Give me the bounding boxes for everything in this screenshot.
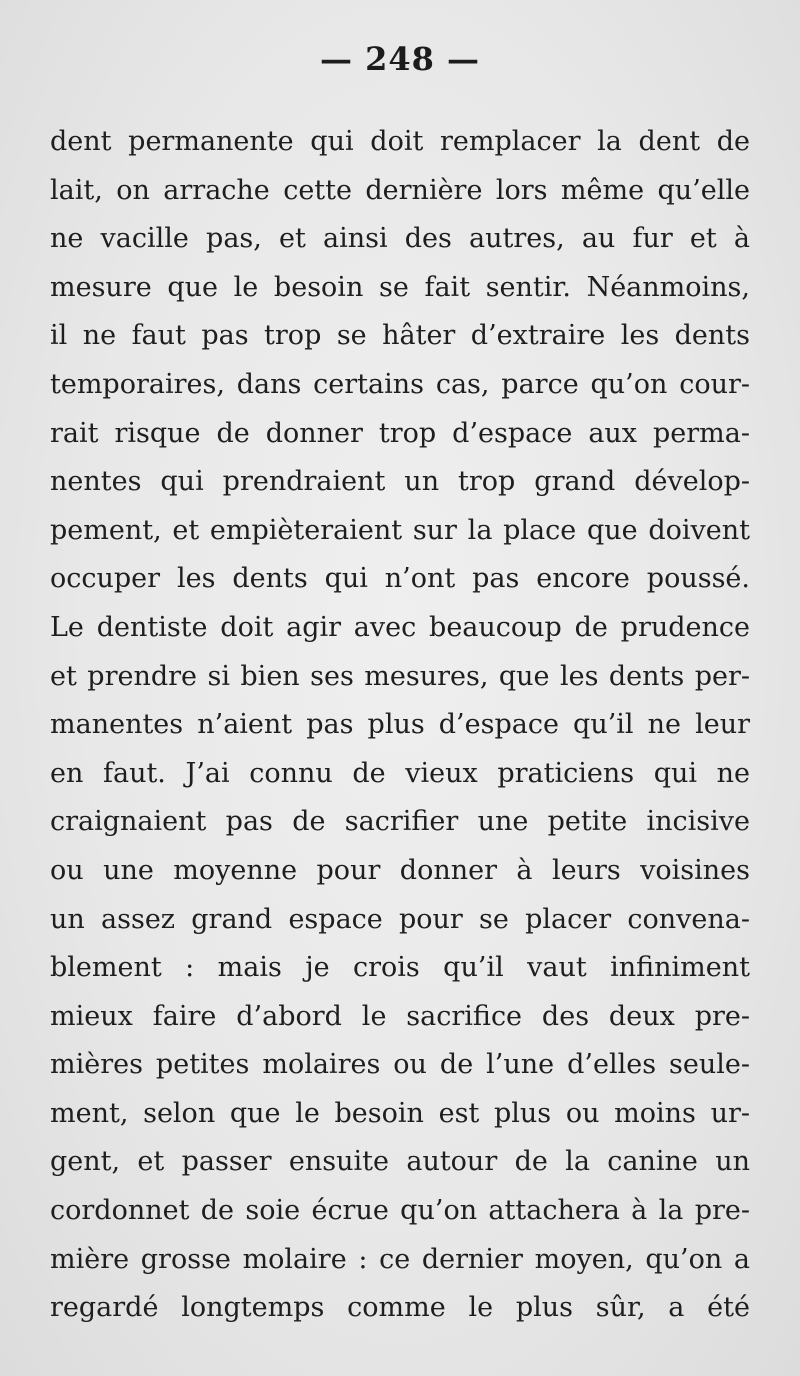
text-line: gent, et passer ensuite autour de la canine un xyxy=(50,1146,750,1178)
text-line: occuper les dents qui n’ont pas encore poussé. xyxy=(50,563,750,595)
text-line: ment, selon que le besoin est plus ou moins ur- xyxy=(50,1097,750,1129)
text-line: nentes qui prendraient un trop grand dévelop- xyxy=(50,466,750,498)
body-text xyxy=(50,118,750,1333)
text-line: et prendre si bien ses mesures, que les dents per- xyxy=(50,660,750,692)
text-line: ne vacille pas, et ainsi des autres, au fur et à xyxy=(50,223,750,255)
text-line: regardé longtemps comme le plus sûr, a été xyxy=(50,1292,750,1324)
text-line: mière grosse molaire : ce dernier moyen, qu’on a xyxy=(50,1243,750,1275)
text-line: mieux faire d’abord le sacrifice des deux pre- xyxy=(50,1000,750,1032)
text-line: pement, et empièteraient sur la place que doivent xyxy=(50,514,750,546)
text-line: blement : mais je crois qu’il vaut infiniment xyxy=(50,952,750,984)
text-line: cordonnet de soie écrue qu’on attachera à la pre- xyxy=(50,1195,750,1227)
text-line: lait, on arrache cette dernière lors même qu’elle xyxy=(50,174,750,206)
text-line: craignaient pas de sacrifier une petite incisive xyxy=(50,806,750,838)
text-line: en faut. J’ai connu de vieux praticiens qui ne xyxy=(50,757,750,789)
text-line: mières petites molaires ou de l’une d’elles seule- xyxy=(50,1049,750,1081)
text-line: mesure que le besoin se fait sentir. Néanmoins, xyxy=(50,271,750,303)
text-line: il ne faut pas trop se hâter d’extraire les dents xyxy=(50,320,750,352)
text-line: ou une moyenne pour donner à leurs voisines xyxy=(50,854,750,886)
text-line: rait risque de donner trop d’espace aux perma- xyxy=(50,417,750,449)
text-line: Le dentiste doit agir avec beaucoup de prudence xyxy=(50,611,750,643)
text-line: manentes n’aient pas plus d’espace qu’il ne leur xyxy=(50,709,750,741)
text-line: temporaires, dans certains cas, parce qu’on cour- xyxy=(50,368,750,400)
page-number: — 248 — xyxy=(319,40,481,78)
text-line: dent permanente qui doit remplacer la dent de xyxy=(50,126,750,157)
text-line: un assez grand espace pour se placer convena- xyxy=(50,903,750,935)
